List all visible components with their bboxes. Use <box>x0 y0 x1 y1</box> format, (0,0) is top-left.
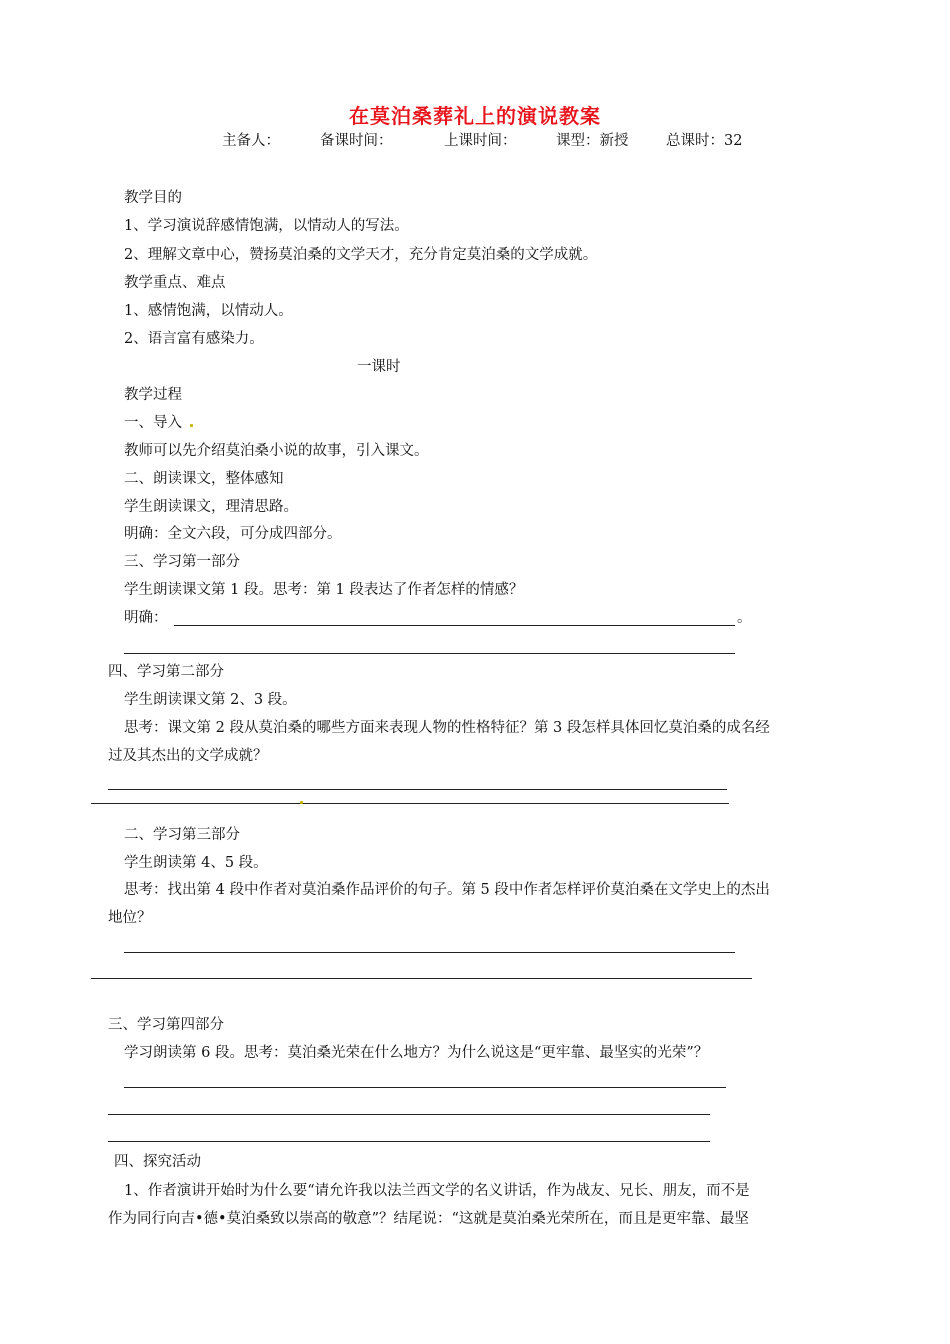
question-text: 过及其杰出的文学成就？ <box>108 748 268 764</box>
key-points-heading: 教学重点、难点 <box>124 275 226 291</box>
section-text: 学生朗读课文第 1 段。思考：第 1 段表达了作者怎样的情感？ <box>124 582 524 598</box>
question-text: 学习朗读第 6 段。思考：莫泊桑光荣在什么地方？为什么说这是“更牢靠、最坚实的光荣”？ <box>124 1045 709 1061</box>
section-heading: 四、探究活动 <box>114 1154 201 1170</box>
question-text: 作为同行向吉•德•莫泊桑致以崇高的敬意”？结尾说：“这就是莫泊桑光荣所在，而且是更牢靠、最坚 <box>108 1211 749 1227</box>
question-text: 地位？ <box>108 910 152 926</box>
objectives-heading: 教学目的 <box>124 190 182 206</box>
answer-line <box>124 952 735 953</box>
section-heading: 三、学习第四部分 <box>108 1017 224 1033</box>
meta-total-lessons: 总课时：32 <box>666 133 743 149</box>
objective-item: 1、学习演说辞感情饱满，以情动人的写法。 <box>124 218 409 234</box>
process-heading: 教学过程 <box>124 387 182 403</box>
section-text: 学生朗读课文，理清思路。 <box>124 499 298 515</box>
answer-label: 明确： <box>124 610 168 626</box>
answer-line <box>124 653 735 654</box>
objective-item: 2、理解文章中心，赞扬莫泊桑的文学天才，充分肯定莫泊桑的文学成就。 <box>124 247 598 263</box>
ink-speck <box>190 424 193 427</box>
section-heading: 一、导入 <box>124 415 182 431</box>
answer-line <box>108 789 727 790</box>
answer-line <box>108 1114 710 1115</box>
section-text: 学生朗读第 4、5 段。 <box>124 855 268 871</box>
answer-line <box>124 1087 726 1088</box>
section-heading: 二、学习第三部分 <box>124 827 240 843</box>
section-text: 学生朗读课文第 2、3 段。 <box>124 692 297 708</box>
meta-lesson-type: 课型：新授 <box>556 133 629 149</box>
question-text: 思考：课文第 2 段从莫泊桑的哪些方面来表现人物的性格特征？第 3 段怎样具体回忆莫泊桑的成名经 <box>124 720 770 736</box>
section-heading: 三、学习第一部分 <box>124 554 240 570</box>
question-text: 思考：找出第 4 段中作者对莫泊桑作品评价的句子。第 5 段中作者怎样评价莫泊桑在文学史上的杰出 <box>124 882 770 898</box>
answer-line <box>174 625 735 626</box>
meta-class-time: 上课时间： <box>444 133 517 149</box>
meta-prep-time: 备课时间： <box>320 133 393 149</box>
answer-end: 。 <box>737 610 752 626</box>
section-heading: 二、朗读课文，整体感知 <box>124 471 284 487</box>
answer-line <box>108 1141 710 1142</box>
answer-line <box>91 978 752 979</box>
meta-preparer: 主备人： <box>222 133 280 149</box>
section-text: 教师可以先介绍莫泊桑小说的故事，引入课文。 <box>124 443 429 459</box>
page-title: 在莫泊桑葬礼上的演说教案 <box>349 104 601 128</box>
ink-speck <box>300 801 303 804</box>
session-label: 一课时 <box>357 359 401 375</box>
section-heading: 四、学习第二部分 <box>108 664 224 680</box>
key-point-item: 1、感情饱满，以情动人。 <box>124 303 293 319</box>
answer-line <box>91 803 729 804</box>
question-text: 1、作者演讲开始时为什么要“请允许我以法兰西文学的名义讲话，作为战友、兄长、朋友，而不是 <box>124 1183 750 1199</box>
section-text: 明确：全文六段，可分成四部分。 <box>124 526 342 542</box>
lesson-meta <box>222 131 742 151</box>
key-point-item: 2、语言富有感染力。 <box>124 331 264 347</box>
